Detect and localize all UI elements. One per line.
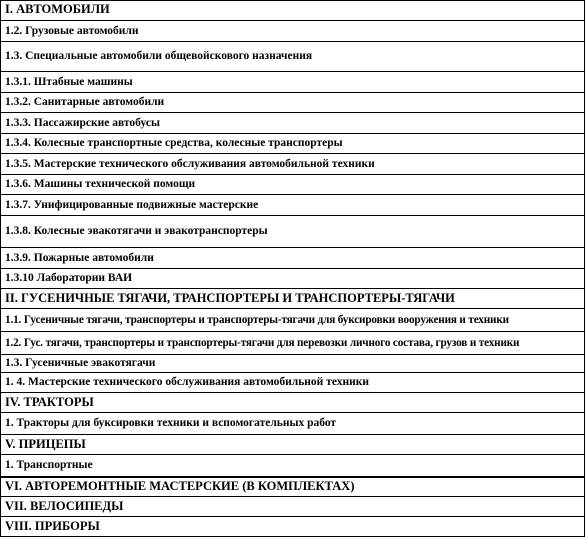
table-row bbox=[1, 21, 585, 42]
section-heading: V. ПРИЦЕПЫ bbox=[1, 435, 585, 455]
list-item: 1.3. Гусеничные эвакотягачи bbox=[1, 355, 585, 373]
table-row bbox=[1, 195, 585, 216]
table-row bbox=[1, 154, 585, 175]
list-item: 1.3.5. Мастерские технического обслуживания автомобильной техники bbox=[1, 154, 585, 175]
list-item: 1.3.6. Машины технической помощи bbox=[1, 175, 585, 195]
list-item: 1.3.4. Колесные транспортные средства, колесные транспортеры bbox=[1, 134, 585, 154]
list-item: 1.3.10 Лаборатории ВАИ bbox=[1, 269, 585, 289]
list-item: 1.3.1. Штабные машины bbox=[1, 72, 585, 93]
table-row bbox=[1, 289, 585, 309]
section-heading: VII. ВЕЛОСИПЕДЫ bbox=[1, 497, 585, 517]
section-heading: IV. ТРАКТОРЫ bbox=[1, 393, 585, 413]
table-row bbox=[1, 113, 585, 134]
table-row bbox=[1, 42, 585, 72]
table-row bbox=[1, 393, 585, 413]
list-item: 1.1. Гусеничные тягачи, транспортеры и транспортеры-тягачи для буксировки вооружения и техники bbox=[1, 309, 585, 332]
table-row bbox=[1, 309, 585, 332]
table-row bbox=[1, 72, 585, 93]
table-row bbox=[1, 216, 585, 248]
list-item: 1.3.8. Колесные эвакотягачи и эвакотранспортеры bbox=[1, 216, 585, 248]
table-row bbox=[1, 93, 585, 113]
list-item: 1.3.7. Унифицированные подвижные мастерские bbox=[1, 195, 585, 216]
section-heading: II. ГУСЕНИЧНЫЕ ТЯГАЧИ, ТРАНСПОРТЕРЫ И ТРАНСПОРТЕРЫ-ТЯГАЧИ bbox=[1, 289, 585, 309]
table-row bbox=[1, 134, 585, 154]
table-row bbox=[1, 355, 585, 373]
list-item: 1.2. Гус. тягачи, транспортеры и транспортеры-тягачи для перевозки личного состава, грузов и техники bbox=[1, 332, 585, 355]
list-item: 1. Тракторы для буксировки техники и вспомогательных работ bbox=[1, 413, 585, 435]
list-item: 1.3.2. Санитарные автомобили bbox=[1, 93, 585, 113]
table-row bbox=[1, 477, 585, 497]
list-item: 1.3. Специальные автомобили общевойскового назначения bbox=[1, 42, 585, 72]
table-row bbox=[1, 269, 585, 289]
section-heading: I. АВТОМОБИЛИ bbox=[1, 1, 585, 21]
table-row bbox=[1, 517, 585, 537]
table-row bbox=[1, 455, 585, 477]
list-item: 1.3.3. Пассажирские автобусы bbox=[1, 113, 585, 134]
table-row bbox=[1, 413, 585, 435]
table-row bbox=[1, 332, 585, 355]
list-item: 1.3.9. Пожарные автомобили bbox=[1, 248, 585, 269]
section-heading: VI. АВТОРЕМОНТНЫЕ МАСТЕРСКИЕ (В КОМПЛЕКТАХ) bbox=[1, 477, 585, 497]
table-row bbox=[1, 373, 585, 393]
table-row bbox=[1, 497, 585, 517]
table-row bbox=[1, 248, 585, 269]
table-row bbox=[1, 175, 585, 195]
list-item: 1.2. Грузовые автомобили bbox=[1, 21, 585, 42]
section-heading: VIII. ПРИБОРЫ bbox=[1, 517, 585, 537]
list-item: 1. Транспортные bbox=[1, 455, 585, 477]
table-row bbox=[1, 1, 585, 21]
list-item: 1. 4. Мастерские технического обслуживания автомобильной техники bbox=[1, 373, 585, 393]
table-row bbox=[1, 435, 585, 455]
